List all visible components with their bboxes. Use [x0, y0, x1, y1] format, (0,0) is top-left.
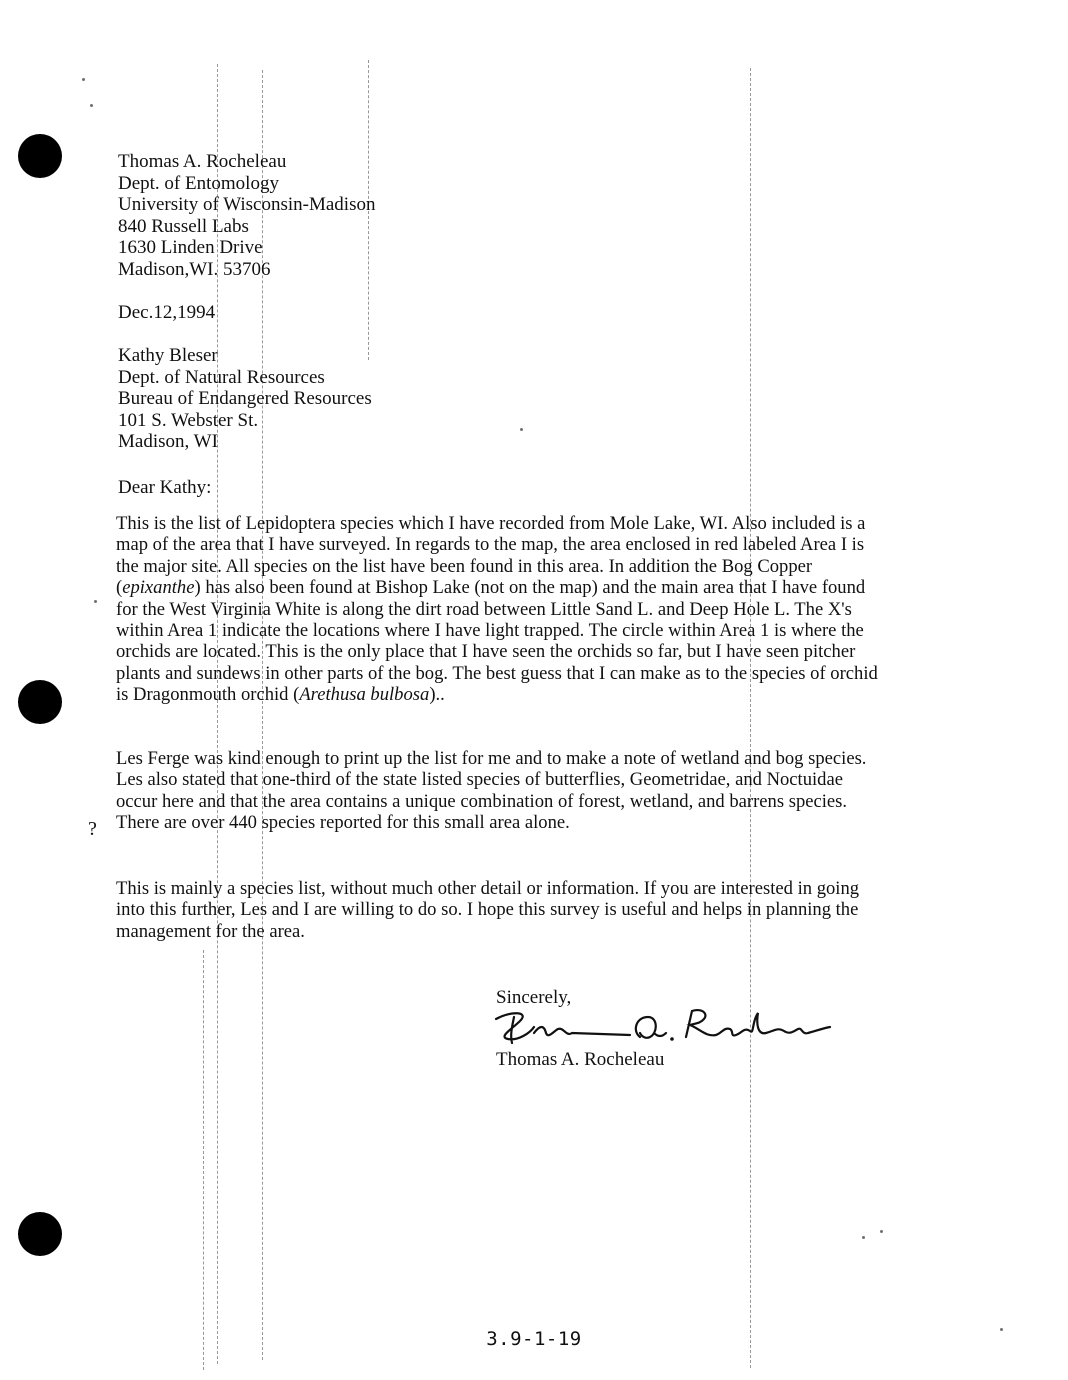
- signature-name: Thomas A. Rocheleau: [496, 1049, 665, 1070]
- scan-speck: [520, 428, 523, 431]
- recipient-address: [118, 345, 372, 453]
- punch-hole-middle: [18, 680, 62, 724]
- scan-speck: [82, 78, 85, 81]
- recipient-city: Madison, WI: [118, 431, 218, 452]
- sender-address: [118, 151, 375, 280]
- recipient-name: Kathy Bleser: [118, 345, 218, 366]
- paragraph-text: This is mainly a species list, without much other detail or information. If you are interested in going into this further, Les and I are willing to do so. I hope this survey is useful and helps in planning the management for the area.: [116, 878, 860, 942]
- scan-line: [750, 68, 751, 1368]
- body-paragraph-2: [116, 748, 886, 834]
- body-paragraph-3: [116, 878, 886, 942]
- punch-hole-bottom: [18, 1212, 62, 1256]
- scan-speck: [94, 600, 97, 603]
- recipient-dept: Dept. of Natural Resources: [118, 366, 325, 388]
- closing: Sincerely,: [496, 987, 572, 1008]
- paragraph-text: ) has also been found at Bishop Lake (not on the map) and the main area that I have found for the West Virginia White is along the dirt road between Little Sand L. and Deep Hole L. The X's within Area 1 indicate the locations where I have light trapped. The circle within Area 1 is where the orchids are located. This is the only place that I have seen the orchids so far, but I have seen pitcher plants and sundews in other parts of the bog. The best guess that I can make as to the species of orchid is Dragonmouth orchid (: [116, 577, 878, 706]
- body-paragraph-1: [116, 513, 886, 706]
- recipient-bureau: Bureau of Endangered Resources: [118, 388, 372, 409]
- species-name: epixanthe: [122, 577, 195, 599]
- sender-name: Thomas A. Rocheleau: [118, 151, 287, 172]
- sender-city: Madison,WI. 53706: [118, 258, 271, 280]
- sender-university: University of Wisconsin-Madison: [118, 194, 376, 215]
- punch-hole-top: [18, 134, 62, 178]
- recipient-street: 101 S. Webster St.: [118, 409, 259, 431]
- page-number: 3.9-1-19: [486, 1328, 582, 1350]
- paragraph-text: )..: [429, 684, 445, 706]
- scan-speck: [880, 1230, 883, 1233]
- handwritten-signature: [490, 1003, 850, 1049]
- salutation: Dear Kathy:: [118, 477, 212, 498]
- sender-dept: Dept. of Entomology: [118, 172, 279, 194]
- scan-speck: [90, 104, 93, 107]
- scan-speck: [862, 1236, 865, 1239]
- letter-date: Dec.12,1994: [118, 302, 216, 323]
- scan-line: [203, 950, 204, 1370]
- paragraph-text: This is the list of Lepidoptera species which I have recorded from Mole Lake, WI. Also included is a map of the area that I have surveyed. In regards to the map, the area enclosed in red labeled Area I is the major site. All species on the list have been found in this area. In addition the Bog Copper (: [116, 513, 866, 599]
- species-name: Arethusa bulbosa: [299, 684, 430, 706]
- sender-street: 1630 Linden Drive: [118, 237, 263, 258]
- paragraph-text: Les Ferge was kind enough to print up the list for me and to make a note of wetland and bog species. Les also stated that one-third of the state listed species of butterflies, Geometridae, and Noctuidae occur here and that the area contains a unique combination of forest, wetland, and barrens species. There are over 440 species reported for this small area alone.: [116, 748, 867, 834]
- margin-mark: ?: [88, 818, 97, 840]
- sender-building: 840 Russell Labs: [118, 215, 249, 237]
